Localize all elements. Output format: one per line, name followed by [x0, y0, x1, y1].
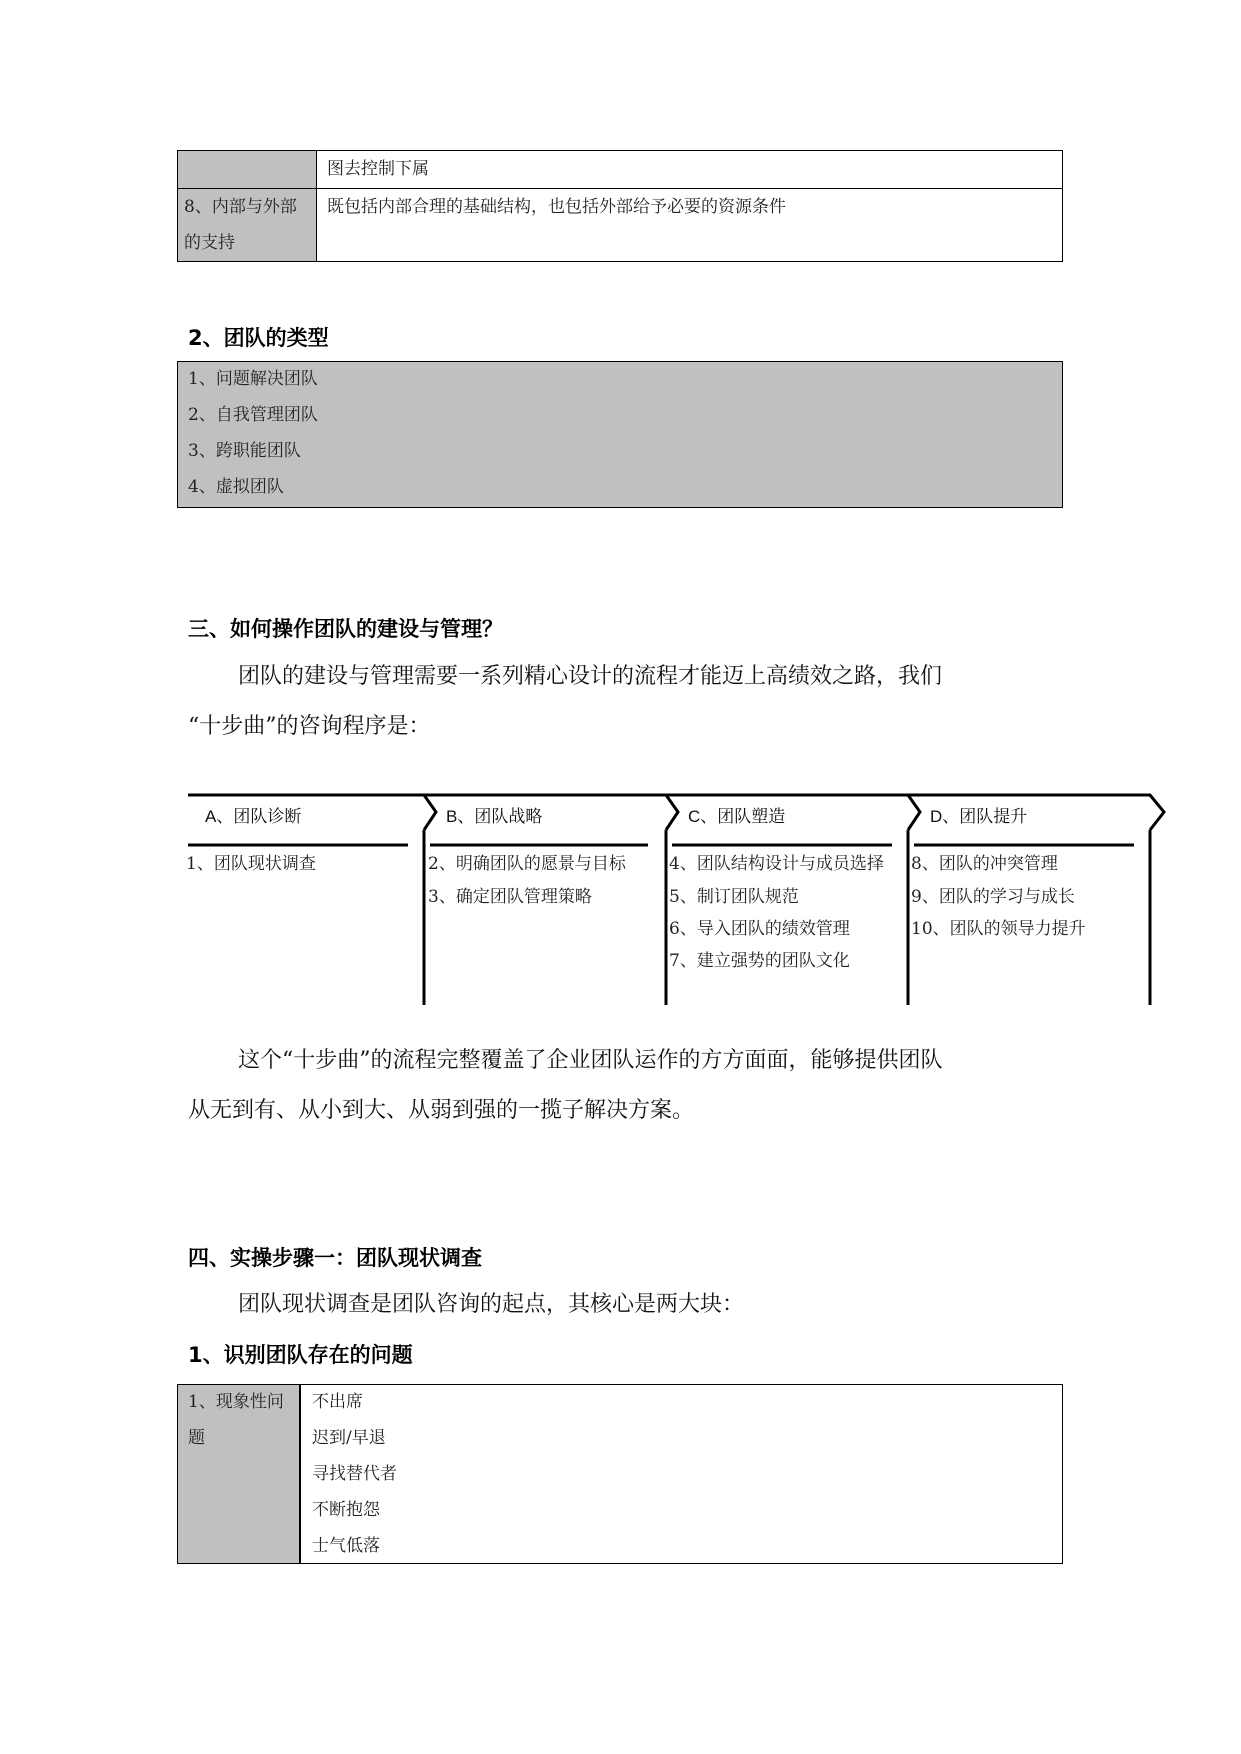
problems-label-line: 1、现象性问	[188, 1392, 284, 1412]
section-heading-three: 三、如何操作团队的建设与管理？	[188, 617, 503, 641]
process-step: 9、团队的学习与成长	[911, 887, 1075, 907]
team-type-item: 3、跨职能团队	[188, 441, 301, 461]
sub-heading-identify-problems: 1、识别团队存在的问题	[188, 1343, 413, 1367]
stage-title-b: B、团队战略	[446, 807, 543, 826]
table-label-line: 8、内部与外部	[184, 197, 297, 217]
problems-label-cell	[178, 1385, 301, 1563]
process-step: 3、确定团队管理策略	[428, 887, 592, 907]
stage-title-c: C、团队塑造	[688, 807, 786, 826]
problems-table	[177, 1384, 1063, 1564]
problems-label-line: 题	[188, 1428, 205, 1448]
process-step: 8、团队的冲突管理	[911, 854, 1058, 874]
paragraph-line: 团队的建设与管理需要一系列精心设计的流程才能迈上高绩效之路，我们	[238, 664, 943, 689]
process-step: 10、团队的领导力提升	[911, 919, 1086, 939]
paragraph-line: 从无到有、从小到大、从弱到强的一揽子解决方案。	[188, 1098, 695, 1123]
problem-item: 迟到/早退	[312, 1428, 386, 1448]
process-step: 4、团队结构设计与成员选择	[669, 854, 884, 874]
problem-item: 士气低落	[312, 1536, 380, 1556]
section-heading-team-types: 2、团队的类型	[188, 326, 329, 350]
paragraph-line: “十步曲”的咨询程序是：	[188, 714, 431, 739]
process-step: 5、制订团队规范	[669, 887, 799, 907]
problem-item: 不断抱怨	[312, 1500, 380, 1520]
stage-title-a: A、团队诊断	[205, 807, 302, 826]
process-step: 2、明确团队的愿景与目标	[428, 854, 626, 874]
problem-item: 不出席	[312, 1392, 363, 1412]
process-step: 6、导入团队的绩效管理	[669, 919, 850, 939]
team-type-item: 4、虚拟团队	[188, 477, 284, 497]
paragraph-line: 这个“十步曲”的流程完整覆盖了企业团队运作的方方面面，能够提供团队	[238, 1048, 943, 1073]
section-heading-four: 四、实操步骤一：团队现状调查	[188, 1246, 482, 1270]
problem-item: 寻找替代者	[312, 1464, 397, 1484]
team-type-item: 2、自我管理团队	[188, 405, 318, 425]
process-step: 7、建立强势的团队文化	[669, 951, 850, 971]
table-value-cell: 图去控制下属	[317, 151, 1063, 189]
stage-title-d: D、团队提升	[930, 807, 1028, 826]
paragraph-line: 团队现状调查是团队咨询的起点，其核心是两大块：	[238, 1292, 745, 1317]
process-step: 1、团队现状调查	[186, 854, 316, 874]
team-type-item: 1、问题解决团队	[188, 369, 318, 389]
table-label-line: 的支持	[184, 233, 235, 253]
table-value-cell: 既包括内部合理的基础结构，也包括外部给予必要的资源条件	[317, 189, 1063, 262]
